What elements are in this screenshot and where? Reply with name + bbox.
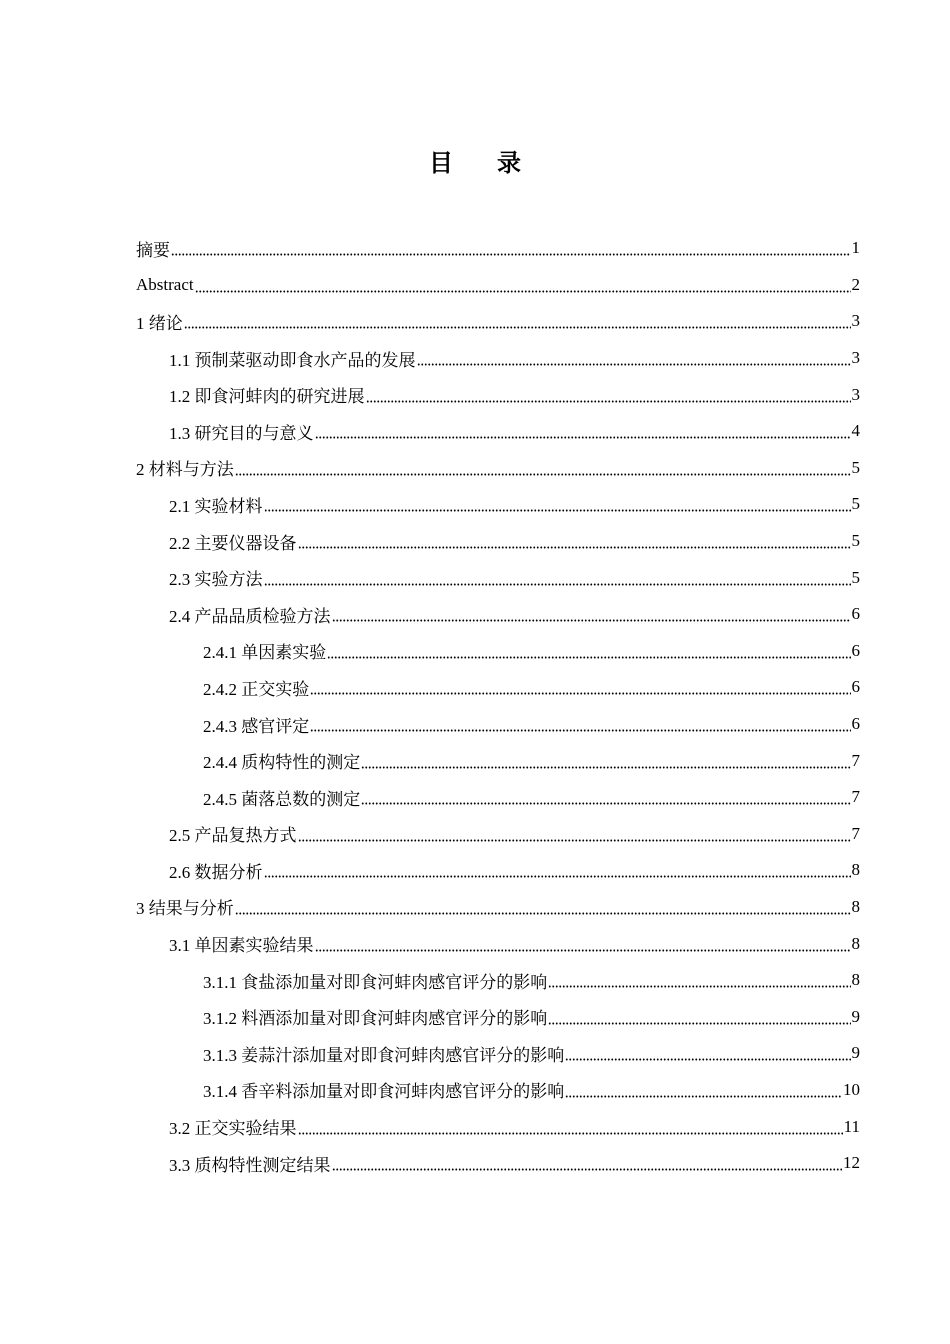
toc-entry-page: 11 <box>843 1116 860 1136</box>
toc-entry-label: 3 结果与分析 <box>136 899 234 919</box>
toc-leader-dots <box>264 867 851 879</box>
toc-leader-dots <box>310 721 850 733</box>
toc-entry-label: 2.3 实验方法 <box>169 570 263 590</box>
toc-entry-page: 5 <box>851 494 860 514</box>
toc-entry[interactable] <box>136 413 860 450</box>
toc-leader-dots <box>235 904 851 916</box>
toc-leader-dots <box>548 1014 850 1026</box>
toc-leader-dots <box>298 538 851 550</box>
toc-entry-label: 2.4.4 质构特性的测定 <box>203 753 361 773</box>
toc-leader-dots <box>235 465 851 477</box>
toc-entry[interactable] <box>136 669 860 706</box>
toc-entry-label: 2.4 产品品质检验方法 <box>169 606 331 626</box>
toc-entry-label: 1.1 预制菜驱动即食水产品的发展 <box>169 350 416 370</box>
toc-entry[interactable] <box>136 962 860 999</box>
toc-entry[interactable] <box>136 1035 860 1072</box>
toc-entry-page: 6 <box>851 677 860 697</box>
toc-leader-dots <box>417 355 851 367</box>
toc-leader-dots <box>332 611 851 623</box>
toc-entry-label: 2.4.2 正交实验 <box>203 679 310 699</box>
toc-leader-dots <box>332 1160 843 1172</box>
toc-title: 目录 <box>429 149 565 177</box>
toc-entry-label: 2.4.1 单因素实验 <box>203 643 327 663</box>
toc-leader-dots <box>298 831 851 843</box>
toc-entry[interactable] <box>136 450 860 487</box>
toc-entry-page: 5 <box>851 457 860 477</box>
toc-leader-dots <box>565 1050 850 1062</box>
toc-entry-label: 2.4.3 感官评定 <box>203 716 310 736</box>
toc-entry-page: 9 <box>851 1043 860 1063</box>
toc-entry-label: 1.3 研究目的与意义 <box>169 423 314 443</box>
toc-entry-page: 3 <box>851 311 860 331</box>
toc-entry-label: 3.1.1 食盐添加量对即食河蚌肉感官评分的影响 <box>203 972 548 992</box>
toc-entry-page: 3 <box>851 384 860 404</box>
toc-entry-label: 3.2 正交实验结果 <box>169 1119 297 1139</box>
toc-entry-page: 6 <box>851 714 860 734</box>
toc-entry-page: 8 <box>851 933 860 953</box>
toc-entry-label: 1 绪论 <box>136 313 183 333</box>
toc-entry-page: 10 <box>843 1079 860 1099</box>
toc-entry-label: 3.1 单因素实验结果 <box>169 936 314 956</box>
toc-entry[interactable] <box>136 816 860 853</box>
toc-leader-dots <box>264 575 851 587</box>
toc-entry-page: 8 <box>851 860 860 880</box>
toc-entry[interactable] <box>136 742 860 779</box>
toc-entry-label: 3.1.4 香辛料添加量对即食河蚌肉感官评分的影响 <box>203 1082 565 1102</box>
toc-entry[interactable] <box>136 706 860 743</box>
toc-entry[interactable] <box>136 889 860 926</box>
toc-entry[interactable] <box>136 486 860 523</box>
toc-leader-dots <box>195 282 851 294</box>
toc-entry[interactable] <box>136 267 860 304</box>
toc-entry-label: 3.3 质构特性测定结果 <box>169 1155 331 1175</box>
toc-leader-dots <box>310 684 850 696</box>
toc-entry-page: 6 <box>851 640 860 660</box>
toc-leader-dots <box>327 648 850 660</box>
toc-entry-page: 12 <box>843 1153 860 1173</box>
toc-entry[interactable] <box>136 303 860 340</box>
toc-leader-dots <box>366 392 851 404</box>
toc-entry-label: 2 材料与方法 <box>136 460 234 480</box>
toc-entry-label: 摘要 <box>136 240 170 260</box>
toc-leader-dots <box>298 1124 843 1136</box>
toc-leader-dots <box>361 758 850 770</box>
toc-entry[interactable] <box>136 998 860 1035</box>
toc-entry[interactable] <box>136 1145 860 1182</box>
toc-entry-label: 2.4.5 菌落总数的测定 <box>203 789 361 809</box>
toc-entry-label: 2.5 产品复热方式 <box>169 826 297 846</box>
toc-entry-label: 3.1.3 姜蒜汁添加量对即食河蚌肉感官评分的影响 <box>203 1045 565 1065</box>
toc-entry-label: 1.2 即食河蚌肉的研究进展 <box>169 387 365 407</box>
toc-entry-page: 8 <box>851 896 860 916</box>
toc-leader-dots <box>565 1087 842 1099</box>
toc-entry[interactable] <box>136 852 860 889</box>
toc-entry[interactable] <box>136 1072 860 1109</box>
toc-entry-page: 6 <box>851 604 860 624</box>
toc-entry-label: 2.1 实验材料 <box>169 496 263 516</box>
table-of-contents <box>136 230 860 1181</box>
toc-entry-label: 2.6 数据分析 <box>169 862 263 882</box>
toc-entry[interactable] <box>136 596 860 633</box>
toc-leader-dots <box>171 245 851 257</box>
toc-entry-page: 7 <box>851 787 860 807</box>
toc-entry[interactable] <box>136 230 860 267</box>
toc-entry-page: 3 <box>851 348 860 368</box>
toc-entry[interactable] <box>136 779 860 816</box>
toc-leader-dots <box>548 977 850 989</box>
toc-entry-page: 2 <box>851 274 860 294</box>
toc-leader-dots <box>361 794 850 806</box>
toc-entry-label: Abstract <box>136 274 194 294</box>
toc-entry-page: 1 <box>851 238 860 258</box>
toc-leader-dots <box>264 501 851 513</box>
toc-entry[interactable] <box>136 1108 860 1145</box>
toc-entry-page: 9 <box>851 1006 860 1026</box>
toc-entry[interactable] <box>136 376 860 413</box>
toc-entry-page: 5 <box>851 567 860 587</box>
toc-leader-dots <box>184 318 851 330</box>
toc-entry-page: 7 <box>851 823 860 843</box>
toc-entry-page: 7 <box>851 750 860 770</box>
toc-entry-page: 8 <box>851 970 860 990</box>
toc-entry[interactable] <box>136 633 860 670</box>
toc-entry[interactable] <box>136 925 860 962</box>
toc-entry[interactable] <box>136 340 860 377</box>
toc-entry-label: 2.2 主要仪器设备 <box>169 533 297 553</box>
toc-entry-label: 3.1.2 料酒添加量对即食河蚌肉感官评分的影响 <box>203 1009 548 1029</box>
toc-entry-page: 5 <box>851 531 860 551</box>
toc-entry[interactable] <box>136 523 860 560</box>
toc-entry[interactable] <box>136 559 860 596</box>
toc-leader-dots <box>315 941 851 953</box>
toc-entry-page: 4 <box>851 421 860 441</box>
toc-leader-dots <box>315 428 851 440</box>
